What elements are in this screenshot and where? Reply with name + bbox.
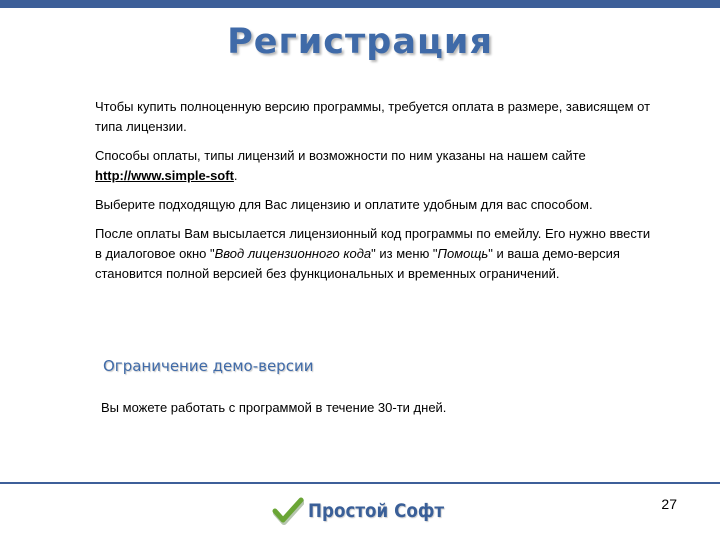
section-title: Ограничение демо-версии	[103, 357, 314, 375]
page-number: 27	[661, 496, 677, 512]
top-bar	[0, 0, 720, 8]
paragraph-4-part-b: " из меню "	[371, 246, 438, 261]
logo-text: Простой Софт	[308, 500, 445, 522]
paragraph-4-part-c: " и ваша демо-версия становится полной версией без функциональных и временных ограничений.	[95, 246, 620, 281]
paragraph-1: Чтобы купить полноценную версию программы, требуется оплата в размере, зависящем от типа лицензии.	[95, 99, 651, 134]
logo	[272, 494, 463, 528]
footer-line	[0, 482, 720, 484]
paragraph-2-text: Способы оплаты, типы лицензий и возможности по ним указаны на нашем сайте	[95, 148, 586, 163]
paragraph-4-part-a: После оплаты Вам высылается лицензионный код программы по емейлу. Его нужно ввести в диалоговое окно "	[95, 226, 651, 261]
site-link[interactable]: http://www.simple-soft	[95, 168, 234, 183]
menu-name: Помощь	[437, 246, 489, 261]
paragraph-4	[95, 224, 655, 284]
paragraph-3: Выберите подходящую для Вас лицензию и оплатите удобным для вас способом.	[95, 197, 593, 212]
paragraph-2-end: .	[233, 168, 238, 183]
slide-title: Регистрация	[227, 22, 493, 62]
checkmark-icon	[272, 496, 304, 526]
paragraph-2	[95, 146, 655, 186]
section-text: Вы можете работать с программой в течение 30-ти дней.	[101, 400, 447, 415]
dialog-name: Ввод лицензионного кода	[214, 246, 372, 261]
body-text	[95, 97, 655, 293]
